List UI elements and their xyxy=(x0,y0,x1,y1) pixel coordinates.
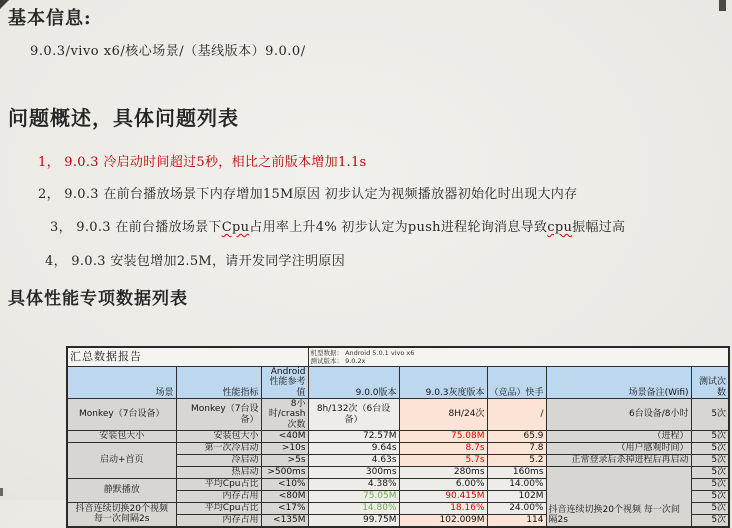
table-cell: 24.00% xyxy=(487,503,546,515)
table-cell: 热启动 xyxy=(176,467,261,479)
table-cell: 102.009M xyxy=(399,515,487,527)
table-title: 汇总数据报告 xyxy=(67,347,308,367)
table-cell: 90.415M xyxy=(399,491,487,503)
photo-artifact-top-left xyxy=(0,0,9,9)
scenario-cell: 安装包大小 xyxy=(67,431,176,443)
spellcheck-underlined-text: cpu xyxy=(547,220,573,235)
problem-item-3 xyxy=(50,216,625,235)
table-title-row xyxy=(67,347,729,367)
table-cell: 72.57M xyxy=(308,431,399,443)
table-header-row xyxy=(67,367,729,399)
table-cell: 5.7s xyxy=(399,455,487,467)
table-cell: 280ms xyxy=(399,467,487,479)
table-cell: 18.16% xyxy=(399,503,487,515)
col-header-test-count: 测试次数 xyxy=(691,367,729,399)
test-version-line: 测试版本： 9.0.2x xyxy=(310,357,366,365)
table-cell: 9.64s xyxy=(308,443,399,455)
table-cell: 5次 xyxy=(691,479,729,491)
summary-table-body xyxy=(67,399,729,527)
col-header-scene: 场景 xyxy=(67,367,176,399)
version-scope-line: 9.0.3/vivo x6/核心场景/（基线版本）9.0.0/ xyxy=(30,44,306,59)
problem-text: 占用率上升4% 初步认定为push进程轮询消息导致 xyxy=(249,220,548,235)
table-cell: 5次 xyxy=(691,503,729,515)
table-cell: 5.2 xyxy=(487,455,546,467)
table-cell: 5次 xyxy=(691,431,729,443)
table-cell: 4.38% xyxy=(308,479,399,491)
table-cell: 第一次冷启动 xyxy=(176,443,261,455)
table-cell: <40M xyxy=(261,431,308,443)
table-cell: 160ms xyxy=(487,467,546,479)
scenario-cell: 静默播放 xyxy=(67,479,176,503)
table-cell: Monkey（7台设备） xyxy=(176,399,261,431)
table-cell: 14.00% xyxy=(487,479,546,491)
table-cell: 6.00% xyxy=(399,479,487,491)
table-cell: 8H/24次 xyxy=(399,399,487,431)
table-cell: 平均Cpu占比 xyxy=(176,503,261,515)
table-cell: 4.63s xyxy=(308,455,399,467)
table-cell: 5次 xyxy=(691,443,729,455)
col-header-v900: 9.0.0版本 xyxy=(308,367,399,399)
table-row xyxy=(67,443,729,455)
table-cell: 14.80% xyxy=(308,503,399,515)
col-header-remark: 场景备注(Wifi) xyxy=(546,367,691,399)
remark-merged-cell: 抖音连续切换20个视频 每一次间隔2s xyxy=(546,467,691,527)
table-cell: <80M xyxy=(261,491,308,503)
col-header-metric: 性能指标 xyxy=(176,367,261,399)
table-cell: （进程） xyxy=(546,431,691,443)
table-cell: 8.7s xyxy=(399,443,487,455)
table-cell: <17% xyxy=(261,503,308,515)
problem-item-4: 4， 9.0.3 安装包增加2.5M，请开发同学注明原因 xyxy=(45,254,345,269)
perf-data-heading: 具体性能专项数据列表 xyxy=(8,289,188,309)
table-cell: 平均Cpu占比 xyxy=(176,479,261,491)
problem-text: 振幅过高 xyxy=(572,220,626,235)
table-cell: 75.08M xyxy=(399,431,487,443)
table-cell: 5次 xyxy=(691,515,729,527)
scenario-cell: Monkey（7台设备） xyxy=(67,399,176,431)
table-cell: 8小时/crash次数 xyxy=(261,399,308,431)
table-cell: 正常登录后杀掉进程后再启动 xyxy=(546,455,691,467)
problems-heading: 问题概述，具体问题列表 xyxy=(8,106,239,130)
table-cell: 300ms xyxy=(308,467,399,479)
table-cell: 102M xyxy=(487,491,546,503)
table-cell: >5s xyxy=(261,455,308,467)
table-cell: （用户感观时间） xyxy=(546,443,691,455)
table-cell: 5次 xyxy=(691,455,729,467)
table-cell: 冷启动 xyxy=(176,455,261,467)
scenario-cell: 抖音连续切换20个视频 每一次间隔2s xyxy=(67,503,176,527)
table-cell: 6台设备/8小时 xyxy=(546,399,691,431)
table-cell: >10s xyxy=(261,443,308,455)
table-cell: <10% xyxy=(261,479,308,491)
table-cell: 5次 xyxy=(691,467,729,479)
table-cell: <135M xyxy=(261,515,308,527)
table-cell: 8h/132次（6台设备） xyxy=(308,399,399,431)
table-cell: 75.05M xyxy=(308,491,399,503)
col-header-v903-gray: 9.0.3灰度版本 xyxy=(399,367,487,399)
table-cell: 65.9 xyxy=(487,431,546,443)
photo-artifact-top-right xyxy=(719,0,726,11)
col-header-android-ref: Android性能参考值 xyxy=(261,367,308,399)
table-cell: 内存占用 xyxy=(176,491,261,503)
problem-item-1: 1， 9.0.3 冷启动时间超过5秒，相比之前版本增加1.1s xyxy=(38,155,367,170)
scenario-cell: 启动+首页 xyxy=(67,443,176,479)
table-cell: 7.8 xyxy=(487,443,546,455)
device-model-line: 机型数据： Android 5.0.1 vivo x6 xyxy=(310,348,415,357)
problem-text: 3， 9.0.3 在前台播放场景下 xyxy=(50,220,222,235)
table-cell: 99.75M xyxy=(308,515,399,527)
problem-item-2: 2， 9.0.3 在前台播放场景下内存增加15M原因 初步认定为视频播放器初始化时出现大内存 xyxy=(38,187,578,202)
col-header-competitor: （竞品）快手 xyxy=(487,367,546,399)
spellcheck-underlined-text: Cpu xyxy=(221,220,250,235)
table-cell: 安装包大小 xyxy=(176,431,261,443)
summary-data-table xyxy=(66,346,730,528)
table-cell: / xyxy=(487,399,546,431)
table-cell: 5次 xyxy=(691,491,729,503)
table-cell: 内存占用 xyxy=(176,515,261,527)
basic-info-heading: 基本信息: xyxy=(8,8,92,29)
table-row xyxy=(67,431,729,443)
table-cell: >500ms xyxy=(261,467,308,479)
table-cell: 114 xyxy=(487,515,546,527)
photo-artifact-bottom-left xyxy=(0,488,3,496)
table-row xyxy=(67,399,729,431)
table-cell: 5次 xyxy=(691,399,729,431)
device-info-cell xyxy=(308,347,729,367)
